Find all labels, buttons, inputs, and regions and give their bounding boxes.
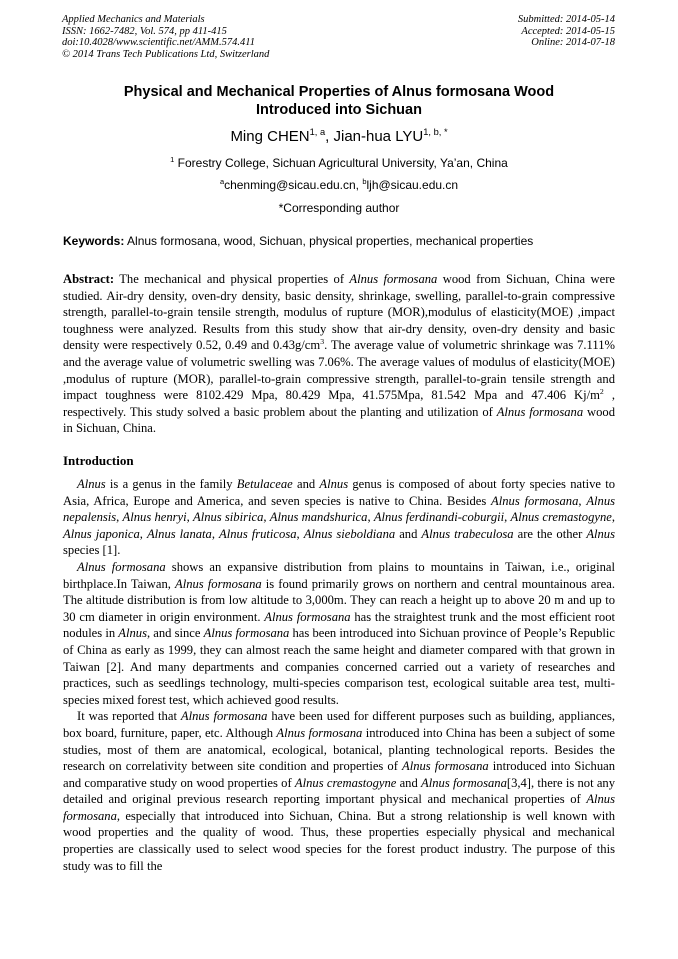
journal-doi: doi:10.4028/www.scientific.net/AMM.574.411 xyxy=(62,37,255,48)
text-run: , xyxy=(578,493,587,508)
unit-superscript: 3 xyxy=(320,337,325,347)
text-run: and xyxy=(396,775,422,790)
text-run: species [1]. xyxy=(63,543,121,558)
journal-issn: ISSN: 1662-7482, Vol. 574, pp 411-415 xyxy=(62,25,227,37)
text-run: have been used for different purposes such as building, appliances, box board, furniture, paper, etc. Although xyxy=(63,709,616,740)
species-name: Alnus formosana xyxy=(180,709,268,724)
species-name: Alnus fruticosa xyxy=(219,526,297,541)
accepted-date: Accepted: 2014-05-15 xyxy=(521,25,615,37)
species-name: Alnus japonica xyxy=(63,526,140,541)
species-name: Alnus xyxy=(586,526,615,541)
species-name: Alnus formosana xyxy=(402,759,489,774)
text-run: genus is composed of about forty species native to Asia, Africa, Europe and America, and seven species is native to China. Besides xyxy=(63,477,615,508)
species-name: Alnus formosana xyxy=(63,792,615,823)
title-line-2: Introduced into Sichuan xyxy=(256,102,422,118)
text-run: has the straightest trunk and the most efficient root nodules in xyxy=(63,609,615,641)
author-name: Ming CHEN xyxy=(230,128,310,145)
text-run: [3,4], there is not any detailed and original previous research reporting important physical and mechanical properties of xyxy=(63,775,616,807)
email-address: ljh@sicau.edu.cn xyxy=(366,178,459,192)
abstract xyxy=(63,271,615,437)
text-run: is found primarily grows on northern and central mountainous area. The altitude distribution is from low altitude to 3,000m. They can reach a height up to above 20 m and up to 30 cm diameter in origin environment. xyxy=(63,576,615,624)
author-name: Jian-hua LYU xyxy=(333,128,424,145)
keywords-label: Keywords: xyxy=(63,234,125,248)
author-list xyxy=(0,128,678,146)
text-run: , xyxy=(211,526,220,541)
species-name: Alnus formosana xyxy=(349,272,438,286)
species-name: Alnus formosana xyxy=(264,609,351,624)
abstract-text: wood from Sichuan, China were studied. Air-dry density, oven-dry density, basic density, shrinkage, swelling, parallel-to-grain compressive strength, parallel-to-grain tensile strength, modulus of rupture (MOR),modulus of elasticity(MOE) ,impact toughness were analyzed. Results from this study show that air-dry density, oven-dry density and basic density were respectively 0.52, 0.49 and 0.43g/cm xyxy=(63,272,615,353)
text-run: , xyxy=(186,510,193,525)
submitted-date: Submitted: 2014-05-14 xyxy=(517,14,615,25)
corresponding-author-note: *Corresponding author xyxy=(278,201,400,215)
text-run: is a genus in the family xyxy=(105,477,237,491)
text-run: , xyxy=(263,510,270,525)
species-name: Alnus ferdinandi-coburgii xyxy=(373,510,505,525)
species-name: Alnus formosana xyxy=(491,493,579,508)
species-name: Alnus cremastogyne xyxy=(294,775,397,790)
species-name: Alnus formosana xyxy=(496,404,584,419)
text-run: , xyxy=(296,526,304,541)
text-run: , and since xyxy=(146,626,204,641)
text-run: , xyxy=(139,526,147,541)
text-run: , especially that introduced into Sichuan, China. But a strong relationship is well known with wood properties and the quality of wood. Thus, these properties especially physical and mechanical properties are classically used to select wood species for the forest product industry. The purpose of this study was to fill the xyxy=(63,808,615,873)
title-line-1: Physical and Mechanical Properties of Alnus formosana Wood xyxy=(123,84,555,100)
email-superscript: b xyxy=(362,177,367,186)
species-name: Alnus formosana xyxy=(421,775,507,790)
text-run: , xyxy=(504,510,511,525)
species-name: Alnus xyxy=(118,626,147,641)
author-superscript: 1, a xyxy=(309,127,326,137)
species-name: Alnus trabeculosa xyxy=(421,526,514,541)
email-address: chenming@sicau.edu.cn, xyxy=(224,178,363,192)
species-name: Alnus formosana xyxy=(276,725,363,740)
species-name: Alnus sieboldiana xyxy=(303,526,396,541)
paragraph xyxy=(63,559,615,708)
dates-header xyxy=(518,14,615,49)
author-separator: , xyxy=(325,128,334,145)
species-name: Alnus mandshurica xyxy=(269,510,368,525)
species-name: Alnus xyxy=(319,477,349,491)
text-run: , xyxy=(611,510,616,525)
text-run: It was reported that xyxy=(77,709,181,724)
abstract-text: The mechanical and physical properties of xyxy=(114,272,350,286)
affiliation-number: 1 xyxy=(170,155,175,164)
journal-header xyxy=(62,14,269,60)
paragraph xyxy=(63,476,615,559)
species-name: Betulaceae xyxy=(236,477,293,491)
affiliation xyxy=(0,156,678,170)
email-superscript: a xyxy=(219,177,225,186)
species-name: Alnus sibirica xyxy=(193,510,264,525)
journal-name: Applied Mechanics and Materials xyxy=(62,14,205,25)
paragraph xyxy=(63,708,615,874)
species-name: Alnus cremastogyne xyxy=(510,510,612,525)
author-superscript: 1, b, * xyxy=(423,127,448,137)
keywords xyxy=(63,234,615,249)
email-line xyxy=(0,178,678,192)
species-name: Alnus henryi xyxy=(122,510,187,525)
abstract-text: . The average value of volumetric shrinkage was 7.111% and the average value of volumetric swelling was 7.06%. The average values of modulus of elasticity(MOE) ,modulus of rupture (MOR), parallel-to-grain compressive strength, parallel-to-grain tensile strength and impact toughness were 8102.429 Mpa, 80.429 Mpa, 41.575Mpa, 81.542 Mpa and 47.406 Kj/m xyxy=(63,338,615,403)
text-run: and xyxy=(395,526,422,541)
abstract-text: wood in Sichuan, China. xyxy=(63,404,616,436)
text-run: shows an expansive distribution from plains to mountains in Taiwan, i.e., original birthplace.In Taiwan, xyxy=(63,559,615,591)
text-run: are the other xyxy=(513,526,587,541)
species-name: Alnus xyxy=(77,477,106,491)
text-run: introduced into China has been a subject of some studies, most of them are anatomical, ecological, botanical, planting technological reports. Besides the research on correlativity between site condition and properties of xyxy=(63,725,616,774)
text-run: and xyxy=(292,477,320,491)
unit-superscript: 2 xyxy=(599,386,604,396)
text-run: introduced into Sichuan and comparative study on wood properties of xyxy=(63,759,616,790)
species-name: Alnus nepalensis xyxy=(63,493,616,525)
paper-title xyxy=(40,83,638,119)
section-heading: Introduction xyxy=(63,453,134,468)
species-name: Alnus lanata xyxy=(146,526,212,541)
species-name: Alnus formosana xyxy=(77,559,166,574)
affiliation-text: Forestry College, Sichuan Agricultural University, Ya’an, China xyxy=(174,156,508,170)
keywords-text: Alnus formosana, wood, Sichuan, physical properties, mechanical properties xyxy=(124,234,534,248)
species-name: Alnus formosana xyxy=(203,626,290,641)
abstract-text: , respectively. This study solved a basic problem about the planting and utilization of xyxy=(63,388,615,419)
text-run: , xyxy=(116,510,123,525)
text-run: has been introduced into Sichuan province of People’s Republic of China as early as 1999, they can almost reach the same height and diameter compared with that grown in Taiwan [2]. And many departments and companies concerned carried out a variety of researches and practices, such as seedlings technology, multi-species comparison test, ecological suitable area test, multi-species mixed forest test, which achieved good results. xyxy=(63,626,615,707)
online-date: Online: 2014-07-18 xyxy=(531,37,615,48)
journal-copyright: © 2014 Trans Tech Publications Ltd, Switzerland xyxy=(62,48,270,60)
abstract-label: Abstract: xyxy=(63,272,115,286)
text-run: , xyxy=(367,510,374,525)
introduction-body xyxy=(63,476,615,874)
species-name: Alnus formosana xyxy=(175,576,262,591)
